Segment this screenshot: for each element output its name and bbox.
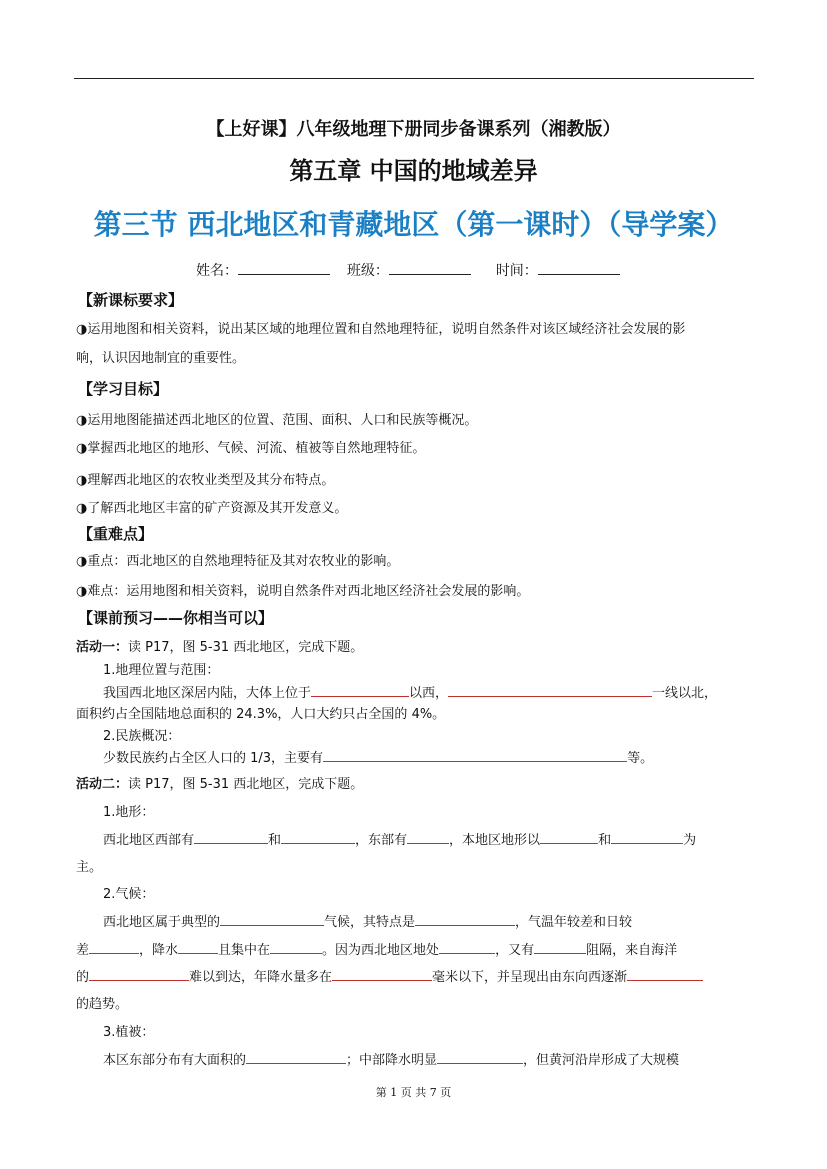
answer-blank[interactable] xyxy=(448,681,652,697)
answer-blank[interactable] xyxy=(540,828,598,844)
activity1-label: 活动一： xyxy=(76,640,129,655)
keypoint-item: ◑重点：西北地区的自然地理特征及其对农牧业的影响。 xyxy=(76,554,400,569)
objective-item: ◑理解西北地区的农牧业类型及其分布特点。 xyxy=(76,473,335,488)
keypoints-heading: 【重难点】 xyxy=(78,525,154,543)
answer-blank[interactable] xyxy=(246,1048,346,1064)
page-number: 第 1 页 共 7 页 xyxy=(375,1086,452,1099)
answer-blank[interactable] xyxy=(270,938,322,954)
answer-blank[interactable] xyxy=(311,681,409,697)
student-info-line xyxy=(196,260,620,280)
q2-title: 2.民族概况： xyxy=(103,729,181,744)
time-blank[interactable] xyxy=(538,260,620,275)
objective-item: ◑了解西北地区丰富的矿产资源及其开发意义。 xyxy=(76,501,348,516)
answer-blank[interactable] xyxy=(281,828,355,844)
activity2-line xyxy=(76,773,363,792)
activity2-instruction: 读 P17，图 5-31 西北地区，完成下题。 xyxy=(128,777,364,792)
curriculum-line-1: ◑运用地图和相关资料，说出某区域的地理位置和自然地理特征，说明自然条件对该区域经济社会发展的影 xyxy=(76,322,686,337)
objectives-heading: 【学习目标】 xyxy=(78,380,169,398)
climate-title: 2.气候： xyxy=(103,887,155,902)
curriculum-heading: 【新课标要求】 xyxy=(78,291,184,309)
time-label: 时间： xyxy=(495,263,538,279)
terrain-line-2: 主。 xyxy=(76,860,103,875)
climate-line-2: 差 ，降水 且集中在 。因为西北地区地处 ，又有 阻隔，来自海洋 xyxy=(76,938,677,958)
answer-blank[interactable] xyxy=(323,746,627,762)
keypoint-item: ◑难点：运用地图和相关资料，说明自然条件对西北地区经济社会发展的影响。 xyxy=(76,584,530,599)
chapter-title: 第五章 中国的地域差异 xyxy=(289,157,538,185)
answer-blank[interactable] xyxy=(89,938,139,954)
answer-blank[interactable] xyxy=(332,965,432,981)
q1-title: 1.地理位置与范围： xyxy=(103,663,220,678)
terrain-title: 1.地形： xyxy=(103,805,155,820)
answer-blank[interactable] xyxy=(439,938,495,954)
answer-blank[interactable] xyxy=(611,828,683,844)
answer-blank[interactable] xyxy=(194,828,268,844)
climate-line-3: 的 难以到达，年降水量多在 毫米以下，并呈现出由东向西逐渐 xyxy=(76,965,703,985)
answer-blank[interactable] xyxy=(220,910,324,926)
answer-blank[interactable] xyxy=(178,938,218,954)
series-title: 【上好课】八年级地理下册同步备课系列（湘教版） xyxy=(206,119,621,140)
curriculum-line-2: 响，认识因地制宜的重要性。 xyxy=(76,351,246,366)
class-blank[interactable] xyxy=(389,260,471,275)
answer-blank[interactable] xyxy=(534,938,586,954)
preview-heading: 【课前预习——你相当可以】 xyxy=(78,609,274,627)
header-rule xyxy=(74,78,754,79)
q2-line: 少数民族约占全区人口的 1/3，主要有 等。 xyxy=(103,746,653,766)
class-label: 班级： xyxy=(346,263,389,279)
climate-line-1: 西北地区属于典型的 气候，其特点是 ，气温年较差和日较 xyxy=(103,910,632,930)
name-label: 姓名： xyxy=(196,263,238,279)
name-blank[interactable] xyxy=(238,260,330,275)
q1-line-2: 面积约占全国陆地总面积的 24.3%，人口大约只占全国的 4%。 xyxy=(76,707,446,722)
answer-blank[interactable] xyxy=(89,965,189,981)
section-title: 第三节 西北地区和青藏地区（第一课时）（导学案） xyxy=(93,208,734,241)
q1-line: 我国西北地区深居内陆，大体上位于 以西， 一线以北， xyxy=(103,681,717,701)
activity1-instruction: 读 P17，图 5-31 西北地区，完成下题。 xyxy=(128,640,364,655)
answer-blank[interactable] xyxy=(437,1048,523,1064)
vegetation-title: 3.植被： xyxy=(103,1025,155,1040)
objective-item: ◑运用地图能描述西北地区的位置、范围、面积、人口和民族等概况。 xyxy=(76,413,478,428)
activity2-label: 活动二： xyxy=(76,777,129,792)
terrain-line: 西北地区西部有 和 ，东部有 ，本地区地形以 和 为 xyxy=(103,828,696,848)
climate-line-4: 的趋势。 xyxy=(76,997,129,1012)
vegetation-line: 本区东部分布有大面积的 ；中部降水明显 ，但黄河沿岸形成了大规模 xyxy=(103,1048,679,1068)
activity1-line xyxy=(76,636,363,655)
answer-blank[interactable] xyxy=(407,828,449,844)
objective-item: ◑掌握西北地区的地形、气候、河流、植被等自然地理特征。 xyxy=(76,441,426,456)
answer-blank[interactable] xyxy=(415,910,515,926)
answer-blank[interactable] xyxy=(627,965,703,981)
